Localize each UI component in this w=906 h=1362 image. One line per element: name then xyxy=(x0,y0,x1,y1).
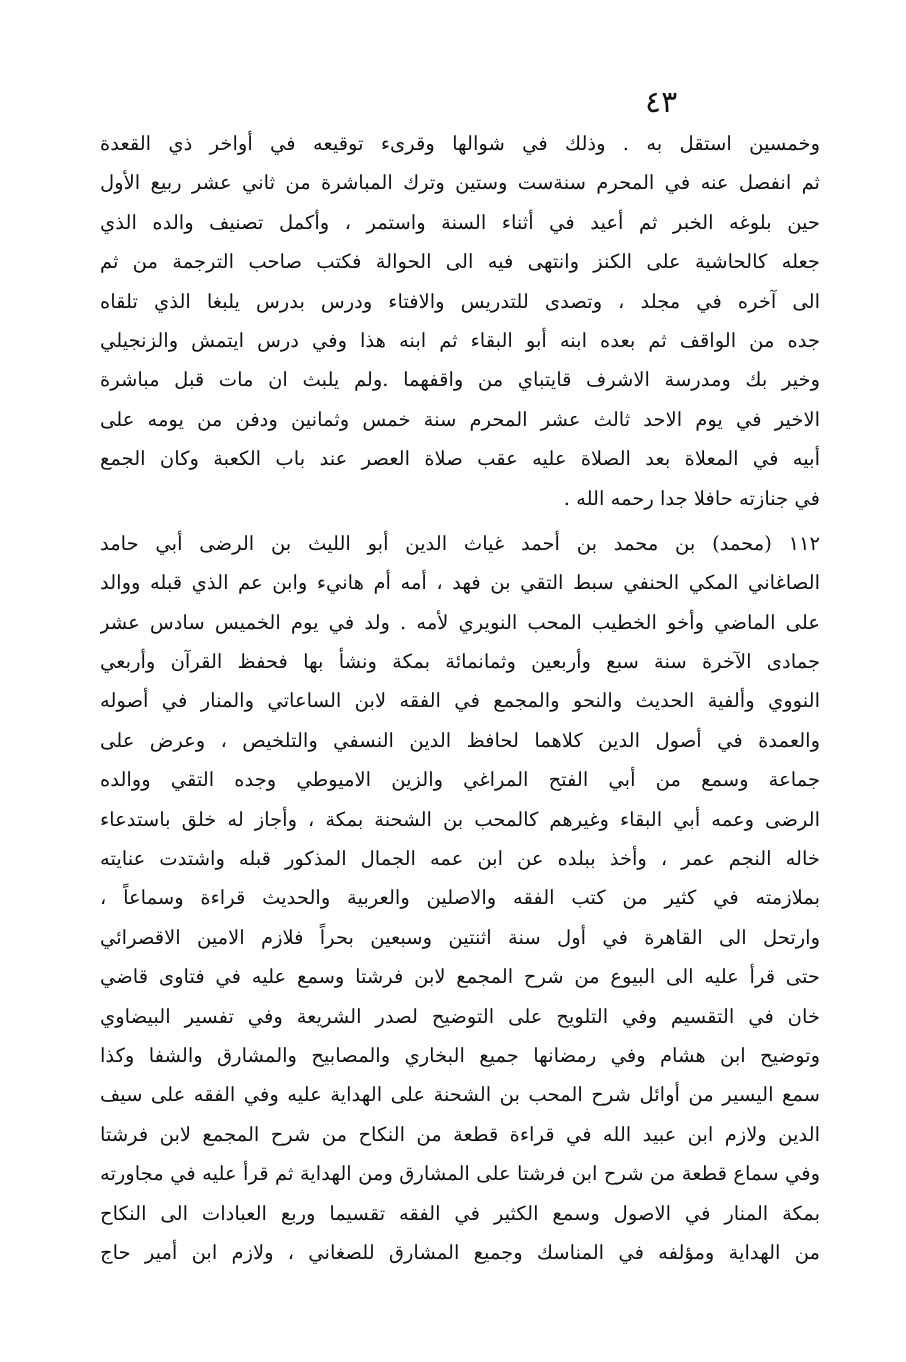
text-line: بملازمته في كثير من كتب الفقه والاصلين والعربية والحديث قراءة وسماعاً ، xyxy=(100,886,820,910)
text-line: حين بلوغه الخبر ثم أعيد في أثناء السنة واستمر ، وأكمل تصنيف والده الذي xyxy=(100,210,820,234)
text-line: وتوضيح ابن هشام وفي رمضانها جميع البخاري والمصابيح والمشارق والشفا وكذا xyxy=(100,1043,820,1067)
text-line: النووي وألفية الحديث والنحو والمجمع في الفقه لابن الساعاتي والمنار في أصوله xyxy=(100,689,820,713)
text-line: جماعة وسمع من أبي الفتح المراغي والزين الاميوطي وجده التقي ووالده xyxy=(100,768,820,792)
text-line: جده من الواقف ثم بعده ابنه أبو البقاء ثم ابنه هذا وفي درس ايتمش والزنجيلي xyxy=(100,328,820,352)
entry-heading-line: ١١٢ (محمد) بن محمد بن أحمد غياث الدين أبو الليث بن الرضى أبي حامد xyxy=(100,531,820,555)
text-line: الاخير في يوم الاحد ثالث عشر المحرم سنة خمس وثمانين ودفن من يومه على xyxy=(100,407,820,431)
text-line: ثم انفصل عنه في المحرم سنةست وستين وترك المباشرة من ثاني عشر ربيع الأول xyxy=(100,171,820,195)
page-number: ٤٣ xyxy=(645,85,678,120)
paragraph-end-line: في جنازته حافلا جدا رحمه الله . xyxy=(563,486,820,510)
text-line: من الهداية ومؤلفه في المناسك وجميع المشارق للصغاني ، ولازم ابن أمير حاج xyxy=(100,1240,820,1264)
text-line: الى آخره في مجلد ، وتصدى للتدريس والافتاء ودرس بدرس يلبغا الذي تلقاه xyxy=(100,289,820,313)
text-line: وارتحل الى القاهرة في أول سنة اثنتين وسبعين بحراً فلازم الامين الاقصرائي xyxy=(100,925,820,949)
text-line: وفي سماع قطعة من شرح ابن فرشتا على المشارق ومن الهداية ثم قرأ عليه في مجاورته xyxy=(100,1162,820,1186)
text-line: والعمدة في أصول الدين كلاهما لحافظ الدين النسفي والتلخيص ، وعرض على xyxy=(100,728,820,752)
text-line: وخير بك ومدرسة الاشرف قايتباي من واقفهما .ولم يلبث ان مات قبل مباشرة xyxy=(100,368,820,392)
text-line: جمادى الآخرة سنة سبع وأربعين وثمانمائة بمكة ونشأ بها فحفظ القرآن وأربعي xyxy=(100,650,820,674)
text-line: وخمسين استقل به . وذلك في شوالها وقرىء توقيعه في أواخر ذي القعدة xyxy=(100,132,820,155)
text-line: جعله كالحاشية على الكنز وانتهى فيه الى الحوالة فكتب صاحب الترجمة من ثم xyxy=(100,250,820,274)
text-line: بمكة المنار في الاصول وسمع الكثير في الفقه تقسيما وربع العبادات الى النكاح xyxy=(100,1201,820,1225)
text-line: الدين ولازم ابن عبيد الله في قراءة قطعة من النكاح من شرح المجمع لابن فرشتا xyxy=(100,1122,820,1146)
text-line: سمع اليسير من أوائل شرح المحب بن الشحنة على الهداية عليه وفي الفقه على سيف xyxy=(100,1083,820,1107)
text-line: أبيه في المعلاة بعد الصلاة عليه عقب صلاة العصر عند باب الكعبة وكان الجمع xyxy=(100,447,820,471)
text-line: الرضى وعمه أبي البقاء وغيرهم كالمحب بن الشحنة بمكة ، وأجاز له خلق باستدعاء xyxy=(100,807,820,831)
text-line: الصاغاني المكي الحنفي سبط التقي بن فهد ، أمه أم هانيء وابن عم الذي قبله ووالد xyxy=(100,571,820,595)
body-text xyxy=(100,124,820,1272)
text-line: خان في التقسيم وفي التلويح على التوضيح لصدر الشريعة وفي تفسير البيضاوي xyxy=(100,1004,820,1028)
text-line: على الماضي وأخو الخطيب المحب النويري لأمه . ولد في يوم الخميس سادس عشر xyxy=(100,610,820,634)
text-line: حتى قرأ عليه الى البيوع من شرح المجمع لابن فرشتا وسمع عليه في فتاوى قاضي xyxy=(100,965,820,989)
text-line: خاله النجم عمر ، وأخذ ببلده عن ابن عمه الجمال المذكور قبله واشتدت عنايته xyxy=(100,847,820,871)
